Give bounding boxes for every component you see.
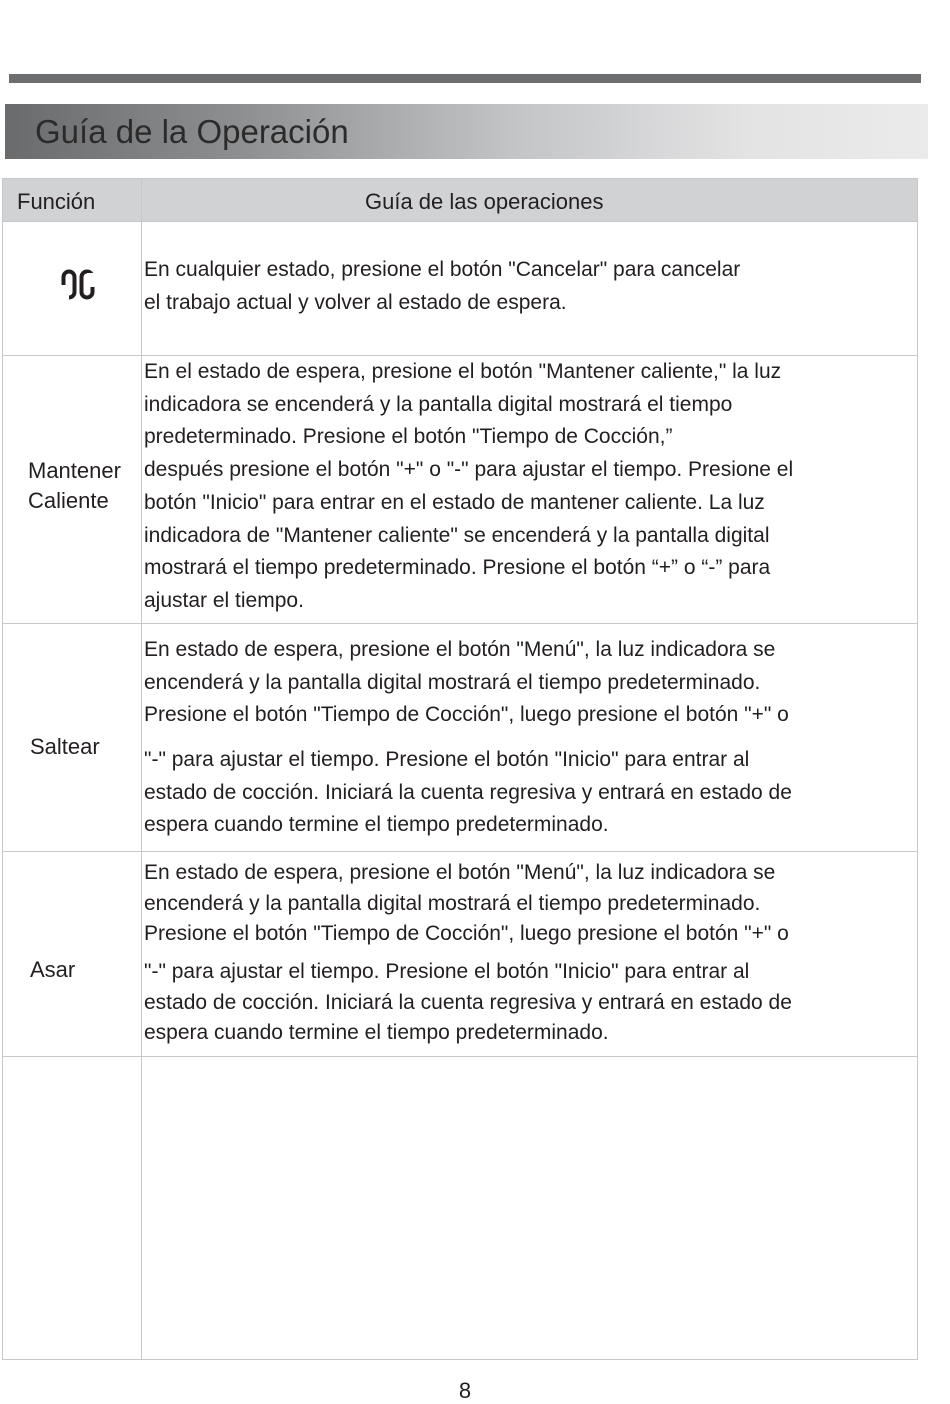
row-saute-text-b: "-" para ajustar el tiempo. Presione el botón "Inicio" para entrar al estado de cocción. Iniciará la cuenta regresiva y entrará en estado de espera cuando termine el tiempo predeterminado. <box>144 748 792 837</box>
row-roast-text-b: "-" para ajustar el tiempo. Presione el botón "Inicio" para entrar al estado de cocción. Iniciará la cuenta regresiva y entrará en estado de espera cuando termine el tiempo predeterminado. <box>144 960 792 1044</box>
operation-table <box>2 178 918 1360</box>
row-divider <box>3 851 917 852</box>
section-title: Guía de la Operación <box>35 113 349 150</box>
header-function: Función <box>17 189 96 214</box>
cancel-glyph-icon <box>61 269 97 303</box>
row-saute-text-a: En estado de espera, presione el botón "Menú", la luz indicadora se encenderá y la pantalla digital mostrará el tiempo predeterminado. Presione el botón "Tiempo de Cocción", luego presione el botón "+" o <box>144 638 789 727</box>
row-divider <box>3 1056 917 1057</box>
section-banner <box>5 104 928 159</box>
function-keep-warm: Mantener Caliente <box>28 458 121 513</box>
column-divider <box>141 179 142 1359</box>
row-roast-text-a: En estado de espera, presione el botón "Menú", la luz indicadora se encenderá y la pantalla digital mostrará el tiempo predeterminado. Presione el botón "Tiempo de Cocción", luego presione el botón "+" o <box>144 861 789 945</box>
function-saute: Saltear <box>30 734 100 759</box>
top-rule <box>9 74 921 83</box>
page-number: 8 <box>458 1378 472 1403</box>
header-guide: Guía de las operaciones <box>365 189 604 214</box>
function-roast: Asar <box>30 957 76 982</box>
row-divider <box>3 221 917 222</box>
row-divider <box>3 623 917 624</box>
row-keep-warm-text: En el estado de espera, presione el botón "Mantener caliente," la luz indicadora se encenderá y la pantalla digital mostrará el tiempo predeterminado. Presione el botón "Tiempo de Cocción,” después presione el botón "+" o "-" para ajustar el tiempo. Presione el botón "Inicio" para entrar en el estado de mantener caliente. La luz indicadora de "Mantener caliente" se encenderá y la pantalla digital mostrará el tiempo predeterminado. Presione el botón “+” o “-” para ajustar el tiempo. <box>144 360 794 612</box>
row-cancel-text: En cualquier estado, presione el botón "Cancelar" para cancelar el trabajo actual y volver al estado de espera. <box>144 258 741 314</box>
